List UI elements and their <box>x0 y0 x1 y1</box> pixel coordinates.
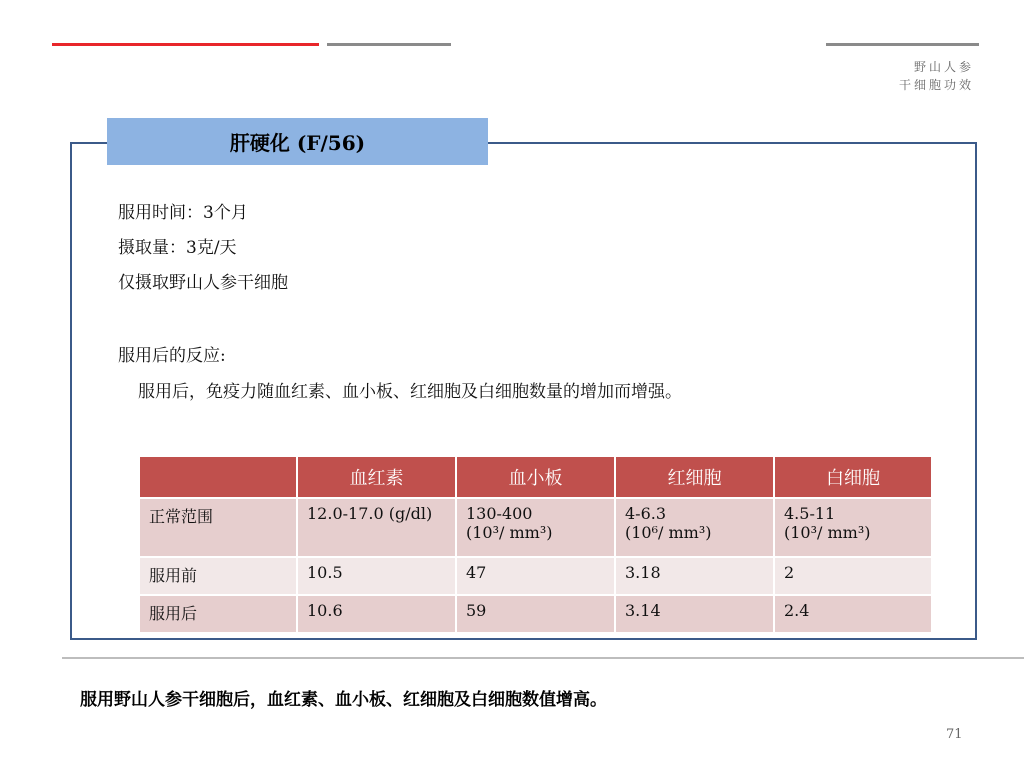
table-row <box>139 498 932 557</box>
blood-data-table <box>138 455 933 634</box>
platelet-cell <box>456 498 615 557</box>
slide-title: 肝硬化 (F/56) <box>229 131 366 155</box>
header-label-line1: 野山人参 <box>913 60 974 74</box>
platelet-cell: 47 <box>456 557 615 595</box>
dosage-text: 摄取量：3克/天 <box>118 238 237 258</box>
wbc-cell: 2 <box>774 557 932 595</box>
table-header-row <box>139 456 932 498</box>
rbc-cell <box>615 498 774 557</box>
row-label: 服用后 <box>139 595 297 633</box>
platelet-cell: 59 <box>456 595 615 633</box>
table-row <box>139 595 932 633</box>
header-gray-line-right <box>826 43 979 46</box>
rbc-range: 4-6.3 <box>625 504 667 523</box>
row-label: 正常范围 <box>139 498 297 557</box>
conclusion-text: 服用野山人参干细胞后，血红素、血小板、红细胞及白细胞数值增高。 <box>80 690 607 710</box>
wbc-cell <box>774 498 932 557</box>
header-label-line2: 干细胞功效 <box>898 78 974 92</box>
header-cell-empty <box>139 456 297 498</box>
hemoglobin-cell: 10.5 <box>297 557 456 595</box>
platelet-range: 130-400 <box>466 504 533 523</box>
rbc-cell: 3.18 <box>615 557 774 595</box>
header-cell-wbc: 白细胞 <box>774 456 932 498</box>
only-text: 仅摄取野山人参干细胞 <box>118 273 288 293</box>
duration-text: 服用时间：3个月 <box>118 203 248 223</box>
header-red-line <box>52 43 319 46</box>
header-gray-line-left <box>327 43 451 46</box>
reaction-text: 服用后，免疫力随血红素、血小板、红细胞及白细胞数量的增加而增强。 <box>138 382 682 402</box>
row-label: 服用前 <box>139 557 297 595</box>
page-number: 71 <box>946 727 963 742</box>
rbc-unit: (10⁶/ mm³) <box>625 523 712 542</box>
hemoglobin-cell: 10.6 <box>297 595 456 633</box>
reaction-label: 服用后的反应: <box>118 346 226 366</box>
platelet-unit: (10³/ mm³) <box>466 523 553 542</box>
bottom-divider <box>62 657 1024 659</box>
rbc-cell: 3.14 <box>615 595 774 633</box>
hemoglobin-cell: 12.0-17.0 (g/dl) <box>297 498 456 557</box>
table-row <box>139 557 932 595</box>
title-banner <box>107 118 488 165</box>
wbc-cell: 2.4 <box>774 595 932 633</box>
header-cell-hemoglobin: 血红素 <box>297 456 456 498</box>
header-cell-platelet: 血小板 <box>456 456 615 498</box>
header-cell-rbc: 红细胞 <box>615 456 774 498</box>
wbc-range: 4.5-11 <box>784 504 836 523</box>
wbc-unit: (10³/ mm³) <box>784 523 871 542</box>
